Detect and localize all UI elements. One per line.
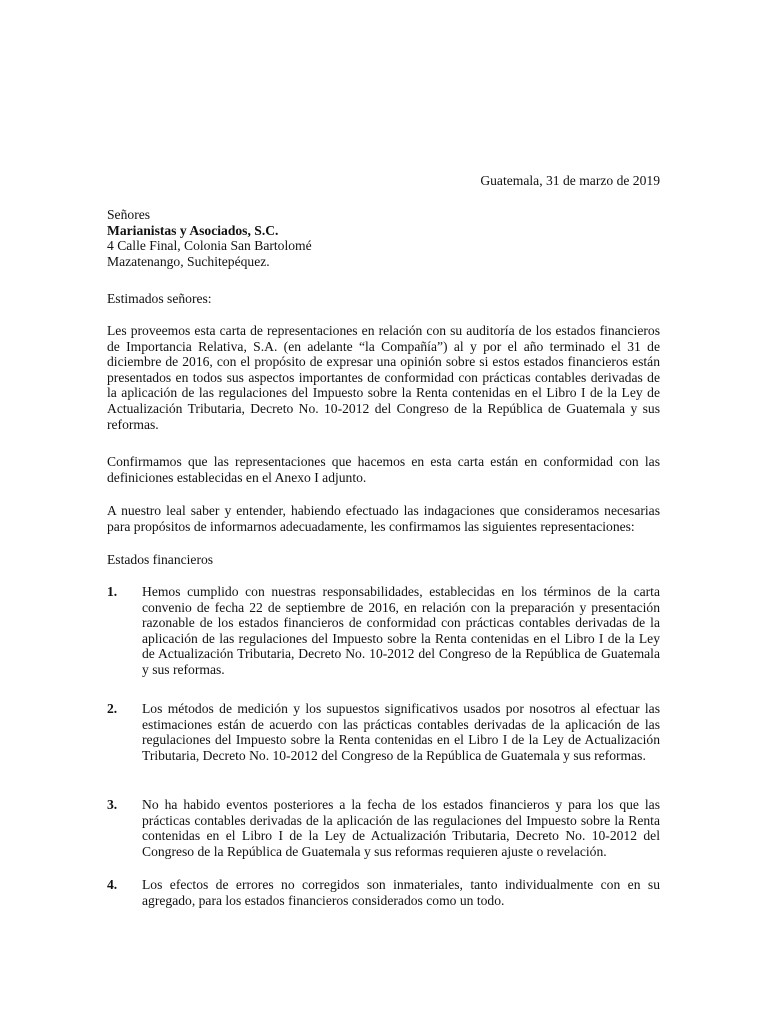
list-item-text: Los métodos de medición y los supuestos significativos usados por nosotros al efectuar las estimaciones están de acuerdo con las prácticas contables derivadas de la aplicación de las regulaciones del Impuesto sobre la Renta contenidas en el Libro I de la Ley de Actualización Tributaria, Decreto No. 10-2012 del Congreso de la República de Guatemala y sus reformas. [142,701,660,763]
list-item-number: 3. [107,797,118,812]
list-item-text: Los efectos de errores no corregidos son inmateriales, tanto individualmente con en su agregado, para los estados financieros considerados como un todo. [142,877,660,908]
recipient-address-line-1: 4 Calle Final, Colonia San Bartolomé [107,238,312,254]
section-heading: Estados financieros [107,552,214,567]
list-item-number: 1. [107,584,118,599]
list-item [107,877,660,908]
date-line: Guatemala, 31 de marzo de 2019 [480,173,660,188]
list-item-text: No ha habido eventos posteriores a la fecha de los estados financieros y para los que las prácticas contables derivadas de la aplicación de las regulaciones del Impuesto sobre la Renta contenidas en el Libro I de la Ley de Actualización Tributaria, Decreto No. 10-2012 del Congreso de la República de Guatemala y sus reformas requieren ajuste o revelación. [142,797,660,859]
list-item-text: Hemos cumplido con nuestras responsabilidades, establecidas en los términos de la carta convenio de fecha 22 de septiembre de 2016, en relación con la preparación y presentación razonable de los estados financieros de conformidad con prácticas contables derivadas de la aplicación de las regulaciones del Impuesto sobre la Renta contenidas en el Libro I de la Ley de Actualización Tributaria, Decreto No. 10-2012 del Congreso de la República de Guatemala y sus reformas. [142,584,660,677]
list-item-number: 4. [107,877,118,892]
list-item-number: 2. [107,701,118,716]
confirmation-paragraph: Confirmamos que las representaciones que hacemos en esta carta están en conformidad con las definiciones establecidas en el Anexo I adjunto. [107,454,660,485]
representations-paragraph: A nuestro leal saber y entender, habiendo efectuado las indagaciones que consideramos necesarias para propósitos de informarnos adecuadamente, les confirmamos las siguientes representaciones: [107,503,660,534]
list-item [107,797,660,859]
recipient-address-line-2: Mazatenango, Suchitepéquez. [107,253,270,269]
salutation: Estimados señores: [107,291,212,306]
intro-paragraph: Les proveemos esta carta de representaciones en relación con su auditoría de los estados financieros de Importancia Relativa, S.A. (en adelante “la Compañía”) al y por el año terminado el 31 de diciembre de 2016, con el propósito de expresar una opinión sobre si estos estados financieros están presentados en todos sus aspectos importantes de conformidad con prácticas contables derivadas de la aplicación de las regulaciones del Impuesto sobre la Renta contenidas en el Libro I de la Ley de Actualización Tributaria, Decreto No. 10-2012 del Congreso de la República de Guatemala y sus reformas. [107,323,660,432]
recipient-company-name: Marianistas y Asociados, S.C. [107,222,279,238]
recipient-address-block [107,207,312,269]
list-item [107,701,660,763]
list-item [107,584,660,678]
recipient-greeting-title: Señores [107,207,151,222]
